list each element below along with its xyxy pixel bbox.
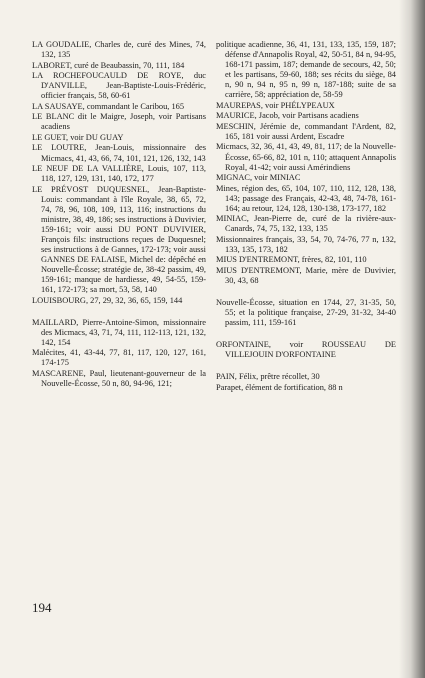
index-entry: MAUREPAS, voir PHÉLYPEAUX [216,100,335,110]
index-entry: MAILLARD, Pierre-Antoine-Simon, missionnaire des Micmacs, 43, 71, 74, 111, 112-113, 121, 132, 142, 154 [32,317,206,347]
index-entry: PAIN, Félix, prêtre récollet, 30 [216,372,320,382]
right-column [216,40,396,393]
index-entry: LA SAUSAYE, commandant le Caribou, 165 [32,101,185,111]
index-entry: MINIAC, Jean-Pierre de, curé de la rivière-aux-Canards, 74, 75, 132, 133, 135 [216,214,396,234]
index-entry: Mines, région des, 65, 104, 107, 110, 112, 128, 138, 143; passage des Français, 42-43, 48, 74-78, 161-164; au retour, 124, 128, 130-138, 173-177, 182 [216,183,396,213]
index-entry: Nouvelle-Écosse, situation en 1744, 27, 31-35, 50, 55; et la politique française, 27-29, 31-32, 34-40 passim, 111, 159-161 [216,298,396,328]
page-number: 194 [32,600,52,615]
index-entry: Missionnaires français, 33, 54, 70, 74-76, 77 n, 132, 133, 135, 173, 182 [216,234,396,254]
index-entry: LE LOUTRE, Jean-Louis, missionnaire des Micmacs, 41, 43, 66, 74, 101, 121, 126, 132, 143 [32,143,206,163]
index-entry: MIUS D'ENTREMONT, Marie, mère de Duvivier, 30, 43, 68 [216,266,396,286]
index-entry: LABORET, curé de Beaubassin, 70, 111, 184 [32,60,185,70]
index-entry: Micmacs, 32, 36, 41, 43, 49, 81, 117; de la Nouvelle-Écosse, 65-66, 82, 101 n, 110; attaquent Annapolis Royal, 41-42; voir aussi Amérindiens [216,142,396,172]
index-entry: MAURICE, Jacob, voir Partisans acadiens [216,111,359,121]
index-entry: MESCHIN, Jérémie de, commandant l'Ardent, 82, 165, 181 voir aussi Ardent, Escadre [216,121,396,141]
index-entry: Malécites, 41, 43-44, 77, 81, 117, 120, 127, 161, 174-175 [32,348,206,368]
index-entry: LE PRÉVOST DUQUESNEL, Jean-Baptiste-Louis: commandant à l'île Royale, 38, 65, 72, 74, 78, 96, 108, 109, 113, 116; instructions du ministre, 38, 49, 186; ses instructions à Duvivier, 159-161; voir aussi DU PONT DUVIVIER, François fils: instructions reçues de Duquesnel; ses instructions à de Gannes, 172-173; voir aussi GANNES DE FALAISE, Michel de: dépêché en Nouvelle-Écosse; stratégie de, 38-42 passim, 49, 159-161; manque de hardiesse, 49, 54-55, 159-161, 172-173; sa mort, 53, 58, 140 [32,184,206,295]
index-entry: politique acadienne, 36, 41, 131, 133, 135, 159, 187; défense d'Annapolis Royal, 42, 50-51, 84 n, 94-95, 168-171 passim, 187; demande de secours, 42, 50; et les partisans, 59-60, 188; ses récits du siège, 84 n, 90 n, 94 n, 95 n, 99 n, 187-188; suite de sa carrière, 58; appréciation de, 58-59 [216,40,396,100]
index-entry: LE BLANC dit le Maigre, Joseph, voir Partisans acadiens [32,112,206,132]
index-entry: Parapet, élément de fortification, 88 n [216,382,343,392]
binding-shadow [399,0,425,678]
left-column [32,40,206,390]
index-entry: MIGNAC, voir MINIAC [216,173,301,183]
index-entry: LOUISBOURG, 27, 29, 32, 36, 65, 159, 144 [32,295,183,305]
index-entry: MIUS D'ENTREMONT, frères, 82, 101, 110 [216,255,367,265]
index-entry: MASCARENE, Paul, lieutenant-gouverneur de la Nouvelle-Écosse, 50 n, 80, 94-96, 121; [32,368,206,388]
index-entry: LE NEUF DE LA VALLIÈRE, Louis, 107, 113, 118, 127, 129, 131, 140, 172, 177 [32,164,206,184]
index-entry: LA ROCHEFOUCAULD DE ROYE, duc D'ANVILLE, Jean-Baptiste-Louis-Frédéric, officier français, 58, 60-61 [32,71,206,101]
index-entry: LE GUET, voir DU GUAY [32,132,124,142]
index-entry: LA GOUDALIE, Charles de, curé des Mines, 74, 132, 135 [32,40,206,60]
index-entry: ORFONTAINE, voir ROUSSEAU DE VILLEJOUIN D'ORFONTAINE [216,340,396,360]
